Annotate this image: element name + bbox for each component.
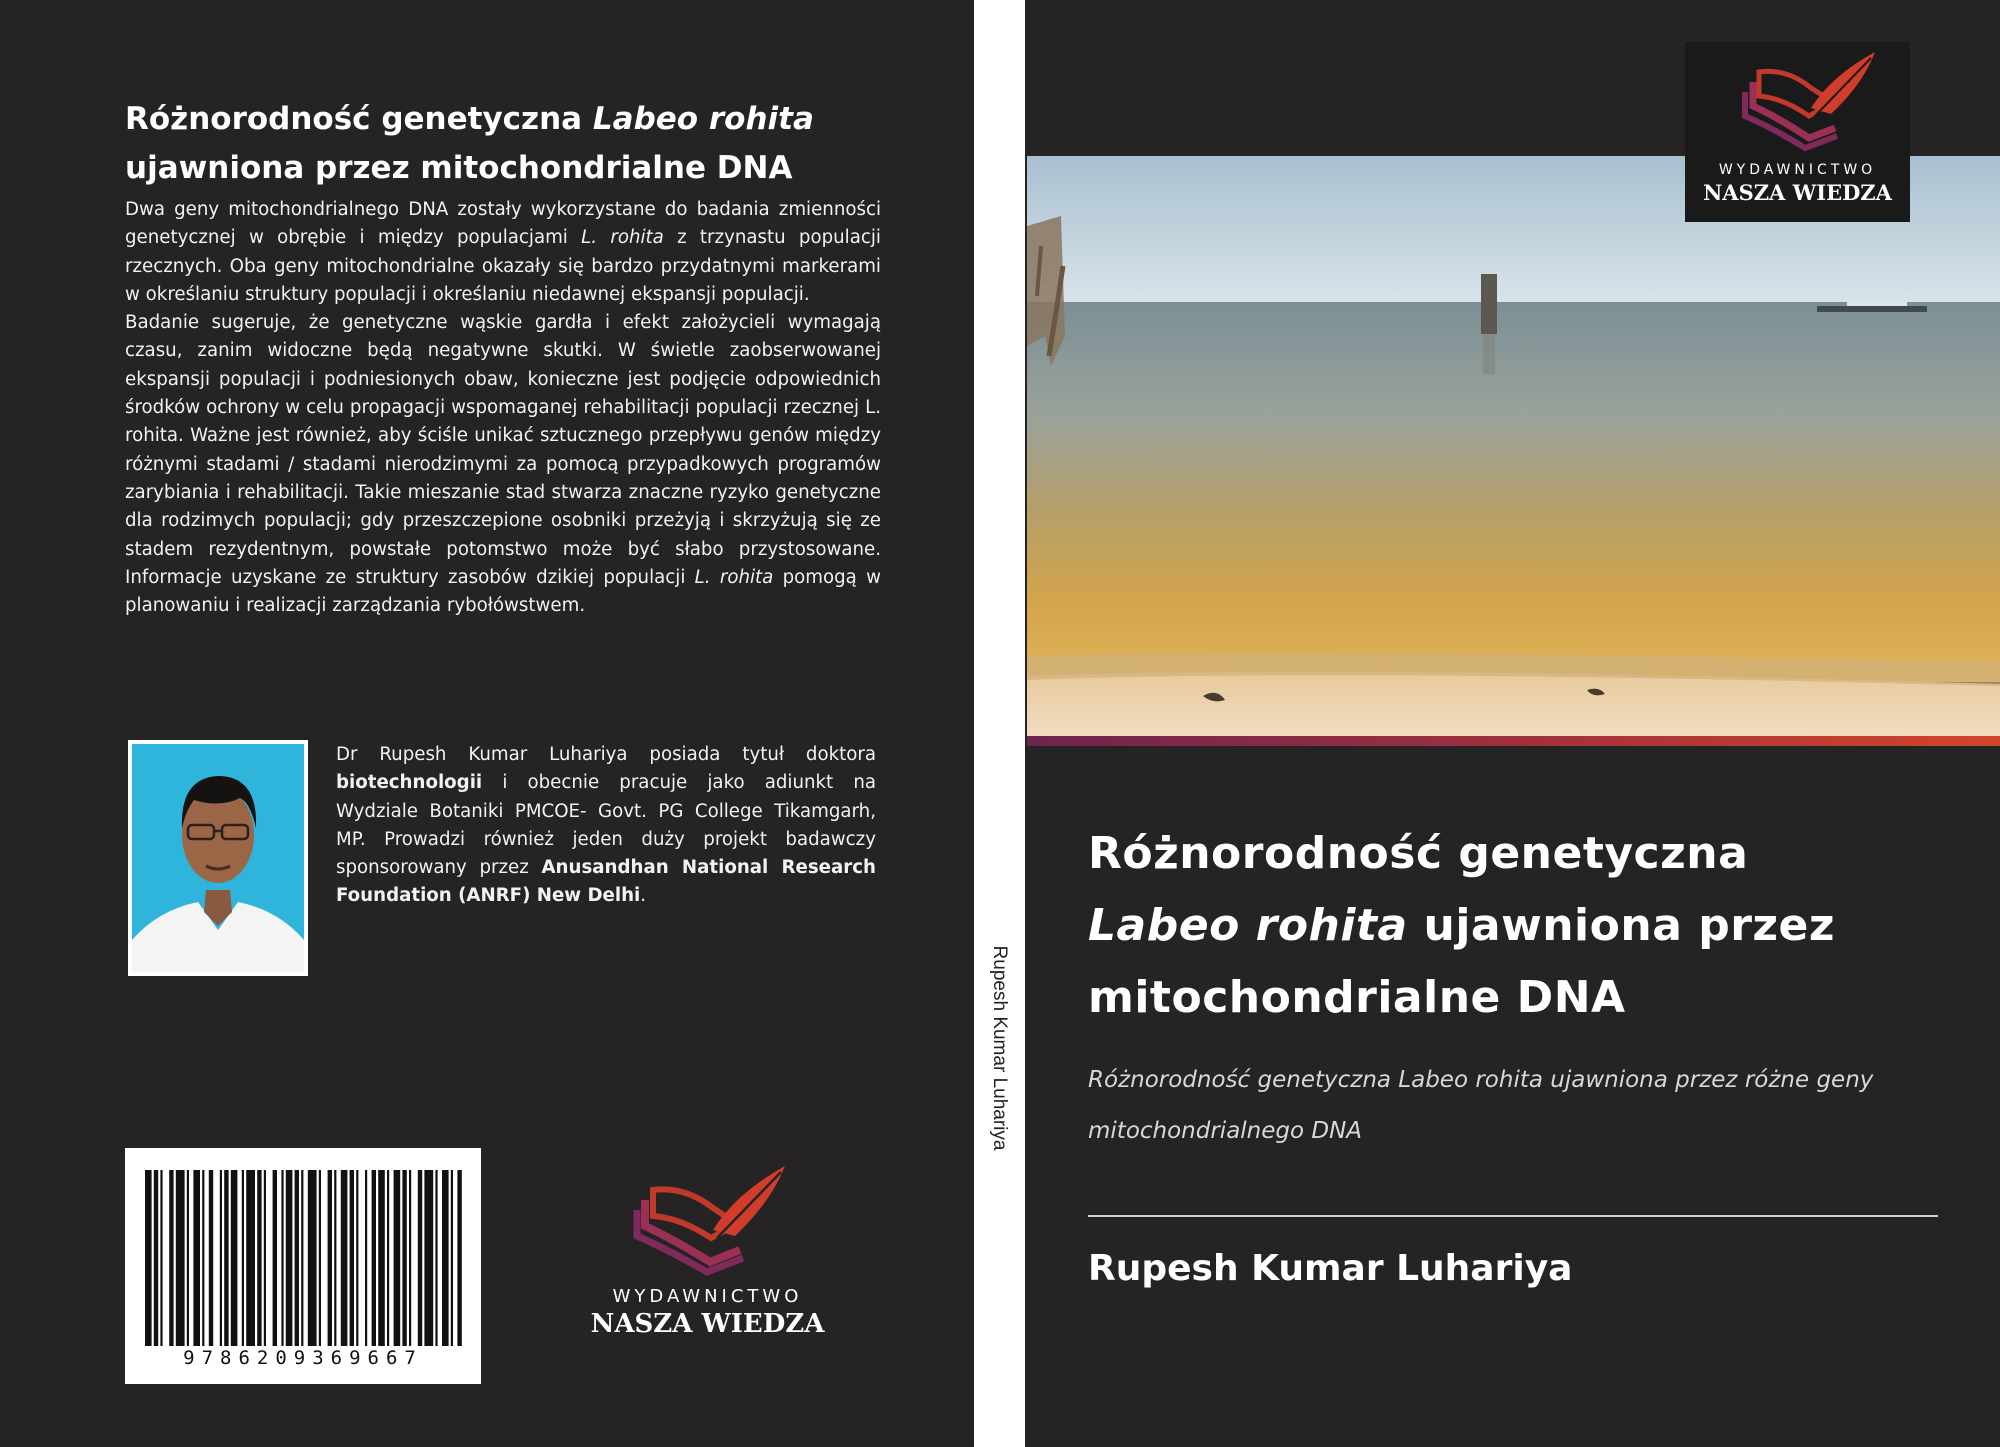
front-cover-author: Rupesh Kumar Luhariya [1088,1248,1573,1289]
author-photo [128,740,308,976]
front-title-species: Labeo rohita [1088,900,1408,951]
publisher-name-line1: WYDAWNICTWO [1718,162,1877,178]
book-feather-icon [585,1158,830,1278]
front-cover-subtitle: Różnorodność genetyczna Labeo rohita ujawniona przez różne geny mitochondrialnego DNA [1088,1067,1874,1144]
publisher-logo-front [1685,42,1910,222]
author-biography: Dr Rupesh Kumar Luhariya posiada tytuł doktora biotechnologii i obecnie pracuje jako adiunkt na Wydziale Botaniki PMCOE- Govt. PG College Tikamgarh, MP. Prowadzi również jeden duży projekt badawczy sponsorowany przez Anusandhan National Research Foundation (ANRF) New Delhi. [336,744,876,907]
publisher-name-line2: NASZA WIEDZA [1703,180,1892,205]
back-cover-abstract [125,196,881,620]
publisher-name-line2: NASZA WIEDZA [590,1309,825,1339]
book-feather-icon [1685,42,1910,154]
back-title-species: Labeo rohita [592,101,814,137]
publisher-name-line1: WYDAWNICTWO [612,1286,803,1307]
back-title-text: Różnorodność genetyczna [125,101,593,137]
back-cover-title [125,95,885,193]
publisher-logo-back [585,1158,830,1343]
divider [1088,1215,1938,1217]
isbn-barcode [125,1148,481,1384]
abstract-paragraph-1: Dwa geny mitochondrialnego DNA zostały wykorzystane do badania zmienności genetycznej w obrębie i między populacjami L. rohita z trzynastu populacji rzecznych. Oba geny mitochondrialne okazały się bardzo przydatnymi markerami w określaniu struktury populacji i określaniu niedawnej ekspansji populacji. [125,199,881,305]
front-cover-title: Różnorodność genetyczna Labeo rohita ujawniona przez mitochondrialne DNA [1088,828,1835,1023]
spine-author: Rupesh Kumar Luhariya [989,945,1010,1151]
isbn-number: 9786209369667 [183,1347,423,1369]
abstract-paragraph-2: Badanie sugeruje, że genetyczne wąskie gardła i efekt założycieli wymagają czasu, zanim widoczne będą negatywne skutki. W świetle zaobserwowanej ekspansji populacji i podniesionych obaw, konieczne jest podjęcie odpowiednich środków ochrony w celu propagacji wspomaganej rehabilitacji populacji rzecznej L. rohita. Ważne jest również, aby ściśle unikać sztucznego przepływu genów między różnymi stadami / stadami nierodzimymi za pomocą przypadkowych programów zarybiania i rehabilitacji. Takie mieszanie stad stwarza znaczne ryzyko genetyczne dla rodzimych populacji; gdy przeszczepione osobniki przeżyją i skrzyżują się ze stadem rezydentnym, powstałe potomstwo może być słabo przystosowane. Informacje uzyskane ze struktury zasobów dzikiej populacji L. rohita pomogą w planowaniu i realizacji zarządzania rybołówstwem. [125,312,881,617]
spine [974,0,1025,1447]
cover-photo-beach [1027,156,2000,746]
back-title-text-2: ujawniona przez mitochondrialne DNA [125,150,793,186]
